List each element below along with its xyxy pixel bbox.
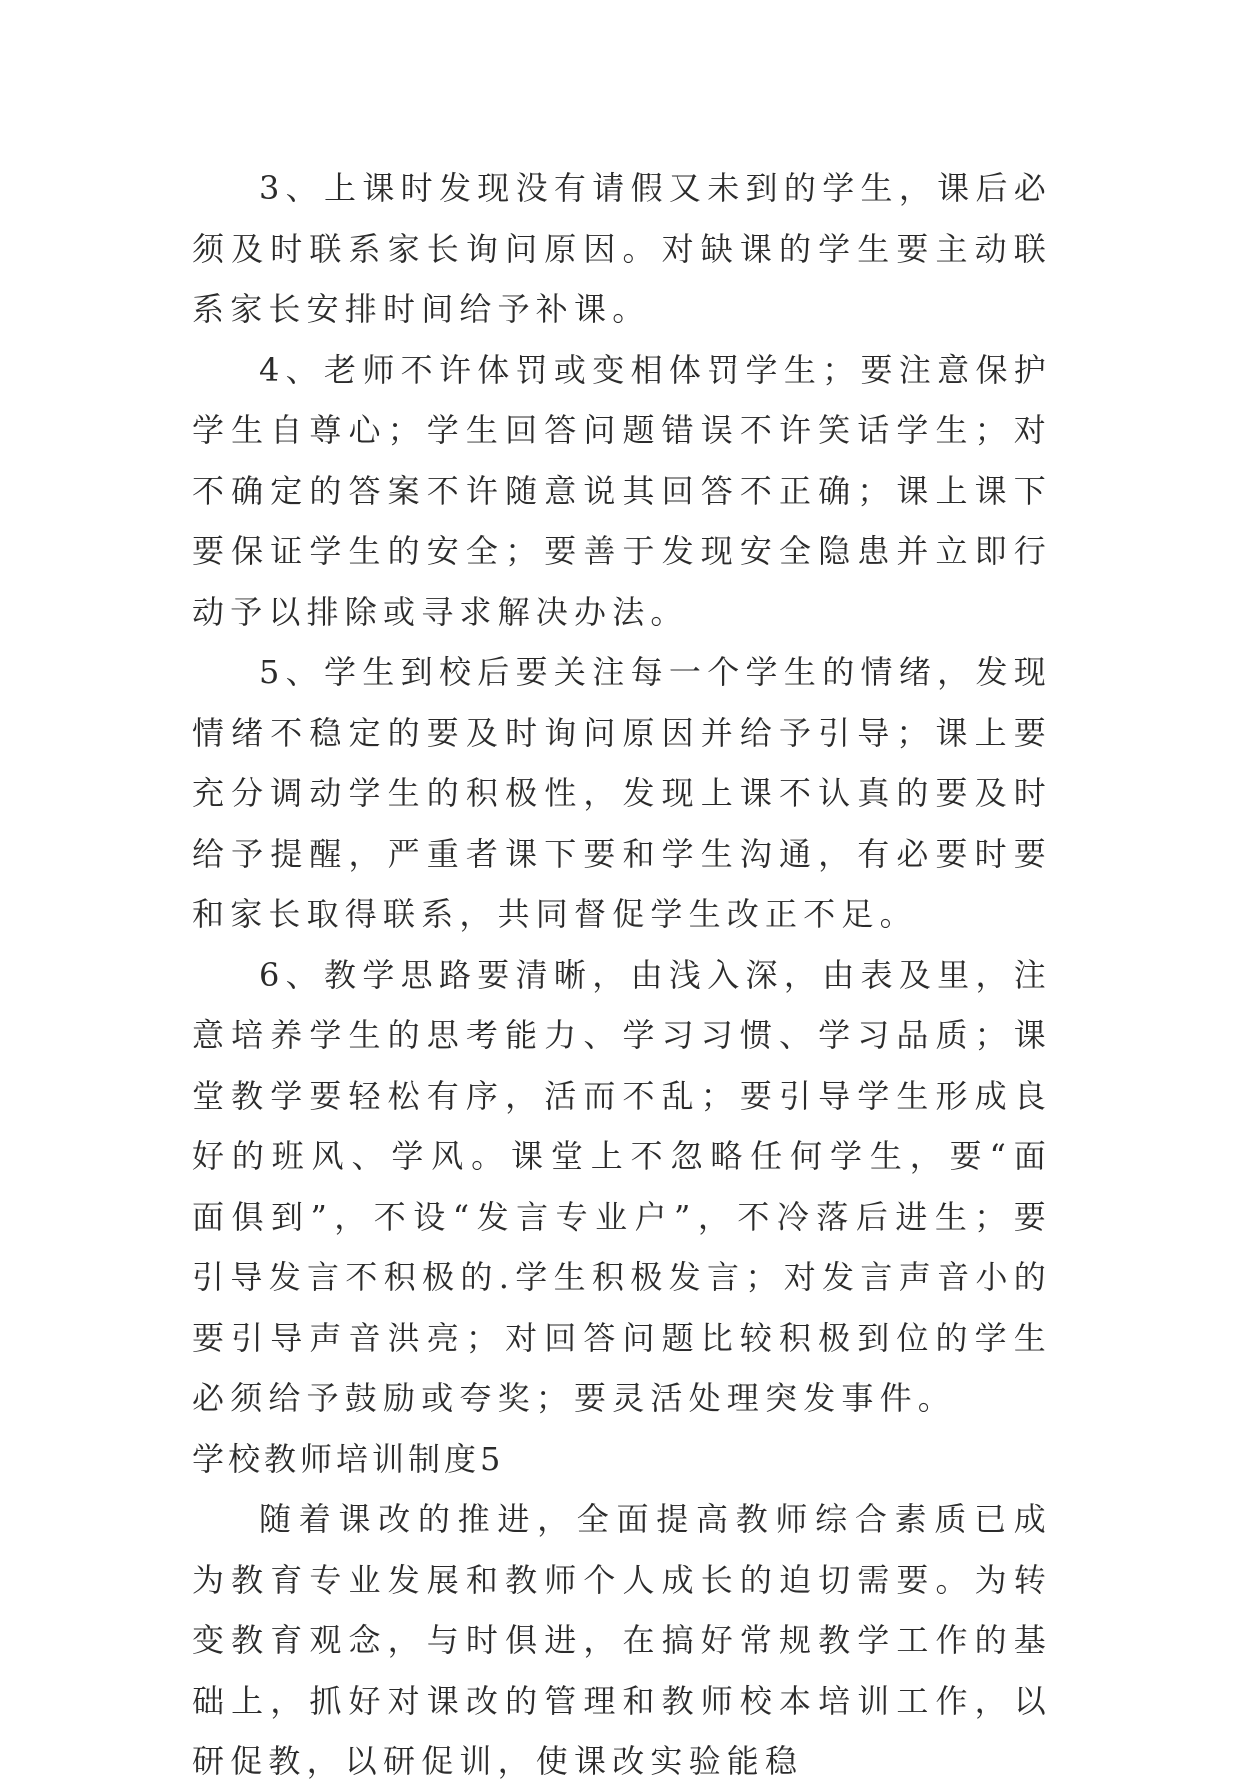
paragraph-item-6: 6、教学思路要清晰，由浅入深，由表及里，注意培养学生的思考能力、学习习惯、学习品质；课堂教学要轻松有序，活而不乱；要引导学生形成良好的班风、学风。课堂上不忽略任何学生，要“面面俱到”，不设“发言专业户”，不冷落后进生；要引导发言不积极的.学生积极发言；对发言声音小的要引导声音洪亮；对回答问题比较积极到位的学生必须给予鼓励或夸奖；要灵活处理突发事件。 (192, 955, 1052, 1417)
paragraph-item-3: 3、上课时发现没有请假又未到的学生，课后必须及时联系家长询问原因。对缺课的学生要主动联系家长安排时间给予补课。 (192, 169, 1052, 328)
paragraph-item-5: 5、学生到校后要关注每一个学生的情绪，发现情绪不稳定的要及时询问原因并给予引导；课上要充分调动学生的积极性，发现上课不认真的要及时给予提醒，严重者课下要和学生沟通，有必要时要和家长取得联系，共同督促学生改正不足。 (192, 653, 1052, 933)
section-heading: 学校教师培训制度5 (192, 1439, 505, 1478)
section-intro-paragraph: 随着课改的推进，全面提高教师综合素质已成为教育专业发展和教师个人成长的迫切需要。为转变教育观念，与时俱进，在搞好常规教学工作的基础上，抓好对课改的管理和教师校本培训工作，以研促教，以研促训，使课改实验能稳 (192, 1500, 1052, 1780)
paragraph-item-4: 4、老师不许体罚或变相体罚学生；要注意保护学生自尊心；学生回答问题错误不许笑话学生；对不确定的答案不许随意说其回答不正确；课上课下要保证学生的安全；要善于发现安全隐患并立即行动予以排除或寻求解决办法。 (192, 350, 1052, 631)
document-body (192, 158, 1052, 1792)
